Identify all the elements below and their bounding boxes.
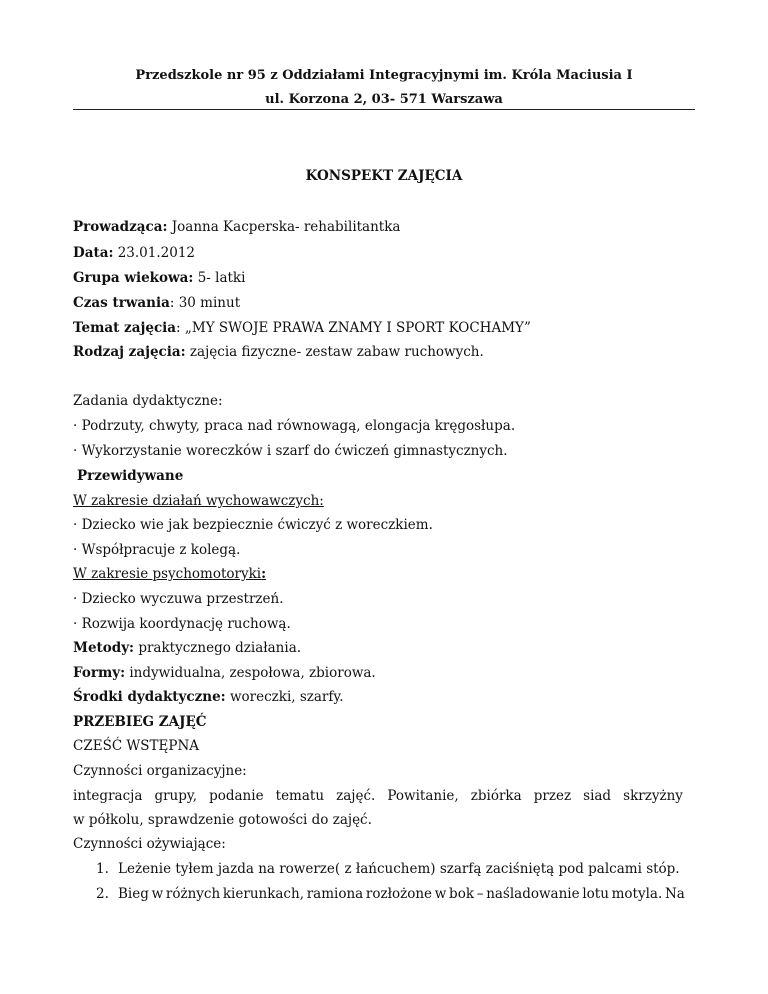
field-label: Formy: xyxy=(73,665,126,681)
list-item: · Dziecko wie jak bezpiecznie ćwiczyć z woreczkiem. xyxy=(73,517,433,533)
list-item: · Współpracuje z kolegą. xyxy=(73,542,241,558)
word: Powitanie, xyxy=(387,788,459,804)
word: różnych xyxy=(165,886,221,902)
field-label: Czas trwania xyxy=(73,295,170,311)
field-data xyxy=(73,245,195,261)
heading-text: W zakresie psychomotoryki xyxy=(73,566,262,582)
field-temat xyxy=(73,320,531,336)
word: podanie xyxy=(209,788,264,804)
word: Na xyxy=(664,886,685,902)
field-value: Joanna Kacperska- rehabilitantka xyxy=(167,219,401,235)
field-grupa-wiekowa xyxy=(73,270,245,286)
czesc-wstepna-heading: CZEŚĆ WSTĘPNA xyxy=(73,738,200,754)
heading-colon: : xyxy=(261,566,267,582)
ozywiajace-heading: Czynności ożywiające: xyxy=(73,836,226,852)
list-item: · Wykorzystanie woreczków i szarf do ćwiczeń gimnastycznych. xyxy=(73,443,508,459)
list-item: · Rozwija koordynację ruchową. xyxy=(73,616,291,632)
zadania-heading: Zadania dydaktyczne: xyxy=(73,393,223,409)
word: bok xyxy=(449,886,474,902)
word: przez xyxy=(533,788,572,804)
numbered-item-text xyxy=(118,886,685,902)
wychowawczych-heading: W zakresie działań wychowawczych: xyxy=(73,493,324,509)
header-school-name: Przedszkole nr 95 z Oddziałami Integracyjnymi im. Króla Maciusia I xyxy=(135,68,633,83)
word: integracja xyxy=(73,788,143,804)
field-label: Środki dydaktyczne: xyxy=(73,689,226,705)
word: grupy, xyxy=(154,788,198,804)
field-value: : „MY SWOJE PRAWA ZNAMY I SPORT KOCHAMY” xyxy=(176,320,531,336)
word: w xyxy=(151,886,164,902)
field-label: Metody: xyxy=(73,640,135,656)
word: Bieg xyxy=(118,886,149,902)
field-formy xyxy=(73,665,376,681)
field-value: praktycznego działania. xyxy=(134,640,302,656)
przewidywane-heading: Przewidywane xyxy=(77,468,184,484)
header-divider xyxy=(73,109,695,110)
word: siad xyxy=(583,788,612,804)
item-number: 1. xyxy=(96,861,109,877)
field-label: Temat zajęcia xyxy=(73,320,177,336)
word: naśladowanie xyxy=(486,886,580,902)
field-value: indywidualna, zespołowa, zbiorowa. xyxy=(125,665,376,681)
word: – xyxy=(476,886,484,902)
organizacyjne-heading: Czynności organizacyjne: xyxy=(73,763,247,779)
field-prowadzaca xyxy=(73,219,400,235)
word: zajęć. xyxy=(336,788,376,804)
field-value: zajęcia fizyczne- zestaw zabaw ruchowych. xyxy=(185,344,484,360)
field-label: Grupa wiekowa: xyxy=(73,270,194,286)
word: skrzyżny xyxy=(623,788,683,804)
numbered-item-number: 2. xyxy=(96,886,109,902)
list-item: · Dziecko wyczuwa przestrzeń. xyxy=(73,591,284,607)
organizacyjne-line1 xyxy=(73,788,683,804)
field-value: woreczki, szarfy. xyxy=(225,689,344,705)
word: ramiona xyxy=(306,886,364,902)
item-text: Leżenie tyłem jazda na rowerze( z łańcuchem) szarfą zaciśniętą pod palcami stóp. xyxy=(118,861,680,877)
field-label: Prowadząca: xyxy=(73,219,168,235)
field-label: Data: xyxy=(73,245,114,261)
przebieg-heading: PRZEBIEG ZAJĘĆ xyxy=(73,714,207,730)
field-rodzaj xyxy=(73,344,484,360)
word: lotu xyxy=(582,886,609,902)
field-value: 23.01.2012 xyxy=(113,245,196,261)
field-srodki xyxy=(73,689,344,705)
field-label: Rodzaj zajęcia: xyxy=(73,344,186,360)
word: zbiórka xyxy=(470,788,522,804)
field-value: 5- latki xyxy=(193,270,246,286)
psychomotoryki-heading xyxy=(73,566,266,582)
numbered-item xyxy=(96,861,680,877)
list-item: · Podrzuty, chwyty, praca nad równowagą, elongacja kręgosłupa. xyxy=(73,418,516,434)
field-value: : 30 minut xyxy=(169,295,241,311)
header-address: ul. Korzona 2, 03- 571 Warszawa xyxy=(265,92,503,107)
word: w xyxy=(434,886,447,902)
document-title: KONSPEKT ZAJĘCIA xyxy=(305,168,463,184)
word: rozłożone xyxy=(365,886,433,902)
field-czas-trwania xyxy=(73,295,240,311)
word: motyla. xyxy=(611,886,663,902)
field-metody xyxy=(73,640,301,656)
word: tematu xyxy=(275,788,325,804)
organizacyjne-line2: w półkolu, sprawdzenie gotowości do zajęć. xyxy=(73,812,372,828)
word: kierunkach, xyxy=(222,886,304,902)
